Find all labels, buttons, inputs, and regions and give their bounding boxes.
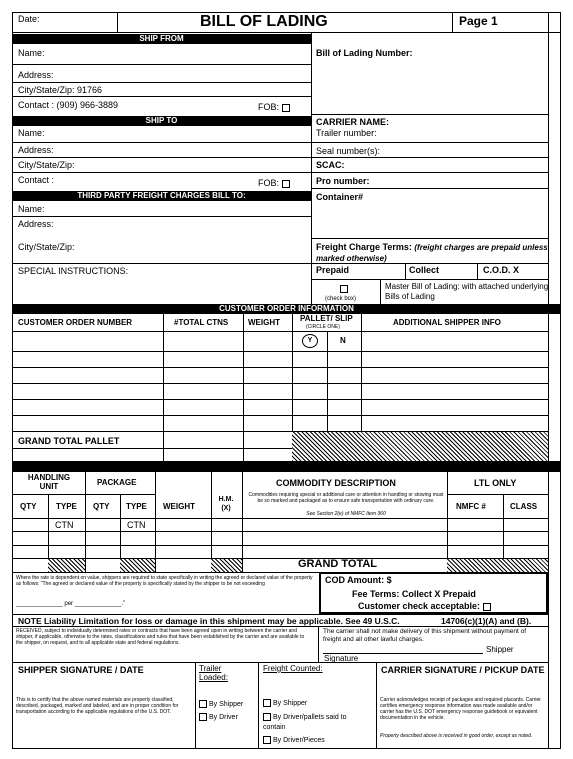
line [12, 157, 311, 158]
line [211, 472, 212, 572]
fob-checkbox[interactable] [282, 104, 290, 112]
line [12, 263, 311, 264]
col-additional: ADDITIONAL SHIPPER INFO [393, 318, 501, 327]
fc-by-shipper-label: By Shipper [273, 699, 308, 707]
package: PACKAGE [97, 478, 137, 487]
customer-order-bar: CUSTOMER ORDER INFORMATION [12, 304, 561, 314]
col-total-ctns: #TOTAL CTNS [174, 318, 229, 327]
line [311, 157, 548, 158]
fc-by-shipper [263, 699, 307, 707]
freight-terms-label: Freight Charge Terms: [316, 242, 412, 252]
line [163, 314, 164, 461]
line [12, 64, 311, 65]
line [405, 263, 406, 279]
master-bol-checkbox[interactable] [340, 285, 348, 293]
pro-number[interactable]: Pro number: [316, 176, 370, 186]
line [12, 614, 548, 615]
date-label: Date: [18, 14, 40, 24]
type-pkg: TYPE [126, 502, 147, 511]
line [195, 662, 196, 749]
table-row [12, 545, 548, 546]
line [311, 188, 548, 189]
line [12, 662, 548, 663]
line [447, 494, 548, 495]
cod-amount[interactable]: COD Amount: $ [325, 575, 392, 585]
ship-to-name[interactable]: Name: [18, 128, 45, 138]
line [12, 518, 548, 519]
line [376, 662, 377, 749]
line [242, 472, 243, 572]
line [311, 172, 548, 173]
class-col: CLASS [510, 502, 538, 511]
ship-from-fob [258, 102, 292, 112]
line [12, 494, 155, 495]
pallet-y[interactable]: Y [302, 334, 318, 348]
property-received: Property described above is received in good order, except as noted. [380, 733, 533, 739]
ship-to-city[interactable]: City/State/Zip: [18, 160, 75, 170]
line [311, 238, 548, 239]
hatch [211, 559, 242, 572]
ship-from-name[interactable]: Name: [18, 48, 45, 58]
fob-label: FOB: [258, 178, 280, 188]
qty-hu: QTY [20, 502, 37, 511]
certify-text: This is to certify that the above named materials are properly classified, described, packaged, marked and labeled, and are in proper condition for transportation according to the applicable regulations of the U.S. DOT. [16, 697, 179, 715]
third-party-bar: THIRD PARTY FREIGHT CHARGES BILL TO: [12, 191, 311, 201]
trailer-number[interactable]: Trailer number: [316, 128, 377, 138]
type-hu: TYPE [56, 502, 77, 511]
customer-check-checkbox[interactable] [483, 603, 491, 611]
fc-by-driver-pallets-checkbox[interactable] [263, 713, 271, 721]
customer-check [358, 601, 493, 611]
freight-terms-note: (freight charges are prepaid unless marked otherwise) [316, 243, 548, 263]
by-shipper-loaded [199, 700, 243, 708]
carrier-grand-total: GRAND TOTAL [298, 558, 378, 570]
container-number[interactable]: Container# [316, 192, 364, 202]
prepaid-option[interactable]: Prepaid [316, 265, 350, 275]
line [258, 662, 259, 749]
commodity-note-2: See Section 2(e) of NMFC Item 360 [306, 511, 386, 517]
table-row [12, 415, 548, 416]
ship-to-contact[interactable]: Contact : [18, 175, 55, 185]
circle-one: (CIRCLE ONE) [306, 324, 340, 330]
by-driver-loaded [199, 713, 238, 721]
fob-label: FOB: [258, 102, 280, 112]
master-bol-label: Master Bill of Lading: with attached underlying Bills of Lading [385, 282, 549, 301]
bol-number-label[interactable]: Bill of Lading Number: [316, 48, 413, 58]
line [380, 279, 381, 304]
page-title: BILL OF LADING [200, 13, 328, 30]
third-party-city[interactable]: City/State/Zip: [18, 242, 75, 252]
scac[interactable]: SCAC: [316, 160, 345, 170]
fc-by-driver-pieces-checkbox[interactable] [263, 736, 271, 744]
ctn-pkg[interactable]: CTN [127, 520, 146, 530]
freight-terms [316, 242, 548, 264]
carrier-signature[interactable]: CARRIER SIGNATURE / PICKUP DATE [381, 665, 545, 675]
table-row [12, 531, 548, 532]
line [12, 172, 311, 173]
weight-col: WEIGHT [163, 502, 195, 511]
line [318, 626, 319, 662]
ship-to-address[interactable]: Address: [18, 145, 54, 155]
hatch [447, 559, 548, 572]
carrier-name[interactable]: CARRIER NAME: [316, 117, 389, 127]
header-bottom-line [12, 32, 561, 33]
ship-from-bar: SHIP FROM [12, 34, 311, 44]
page-number: Page 1 [459, 14, 498, 28]
header-divider-right [452, 12, 453, 32]
fc-by-driver-pallets [263, 713, 355, 733]
third-party-name[interactable]: Name: [18, 204, 45, 214]
commodity-note: Commodities requiring special or additional care or attention in handling or stowing must be so marked and packaged as to ensure safe transportation with ordinary care. [248, 492, 444, 504]
freight-counted: Freight Counted: [263, 664, 323, 673]
customer-check-label: Customer check acceptable: [358, 601, 481, 611]
col-weight: WEIGHT [248, 318, 280, 327]
by-shipper-label: By Shipper [209, 700, 244, 708]
grand-total-pallet: GRAND TOTAL PALLET [18, 436, 120, 446]
hatch [48, 559, 85, 572]
qty-pkg: QTY [93, 502, 110, 511]
special-instructions[interactable]: SPECIAL INSTRUCTIONS: [18, 266, 129, 276]
third-party-address[interactable]: Address: [18, 219, 54, 229]
seal-number[interactable]: Seal number(s): [316, 146, 381, 156]
fc-by-shipper-checkbox[interactable] [263, 699, 271, 707]
ship-from-city[interactable]: City/State/Zip: 91766 [18, 85, 103, 95]
check-box-label: (check box) [325, 296, 357, 302]
value-blank[interactable]: ______________ per ______________." [16, 601, 126, 607]
line [243, 314, 244, 461]
line [311, 279, 548, 280]
line [477, 263, 478, 279]
line [311, 263, 548, 264]
line [12, 82, 311, 83]
signature-label: Signature [324, 654, 359, 663]
line [12, 142, 311, 143]
carrier-info-bar [12, 461, 561, 472]
side-strip [548, 12, 549, 749]
fob-checkbox[interactable] [282, 180, 290, 188]
table-row [12, 399, 548, 400]
line [311, 142, 548, 143]
line [12, 448, 292, 449]
nmfc-col: NMFC # [456, 502, 486, 511]
commodity-description: COMMODITY DESCRIPTION [276, 478, 396, 488]
line [12, 626, 548, 627]
fc-by-driver-pieces [263, 736, 325, 744]
ltl-only: LTL ONLY [474, 478, 517, 488]
table-row [12, 367, 548, 368]
col-pallet: PALLET/ SLIP [300, 314, 353, 323]
shipper-label: Shipper [486, 645, 514, 654]
line [311, 114, 548, 115]
ship-from-contact[interactable]: Contact : (909) 966-3889 [18, 100, 119, 110]
line [155, 472, 156, 572]
fc-by-driver-pallets-label: By Driver/pallets said to contain [263, 714, 347, 731]
ship-from-address[interactable]: Address: [18, 70, 54, 80]
by-shipper-checkbox[interactable] [199, 700, 207, 708]
col-customer-order: CUSTOMER ORDER NUMBER [18, 318, 133, 327]
line [447, 472, 448, 572]
fc-by-driver-pieces-label: By Driver/Pieces [273, 736, 325, 744]
grand-total-hatch [292, 432, 548, 461]
handling-unit: HANDLING UNIT [27, 473, 71, 491]
by-driver-label: By Driver [209, 713, 238, 721]
pallet-n[interactable]: N [340, 336, 346, 345]
fee-terms[interactable]: Fee Terms: Collect X Prepaid [352, 589, 476, 599]
line [85, 472, 86, 572]
header-divider-left [117, 12, 118, 32]
ship-to-fob [258, 178, 292, 188]
ship-to-bar: SHIP TO [12, 116, 311, 126]
trailer-loaded: Trailer Loaded: [199, 664, 228, 682]
collect-option[interactable]: Collect [409, 265, 440, 275]
line [12, 216, 311, 217]
shipper-signature[interactable]: SHIPPER SIGNATURE / DATE [18, 665, 144, 675]
carrier-ack: Carrier acknowledges receipt of packages and required placards. Carrier certifies emergency response information was made available and/or carrier has the U.S. DOT emergency response guidebook or equivalent documentation in the vehicle. [380, 697, 541, 721]
cod-option[interactable]: C.O.D. X [483, 265, 520, 275]
value-note: Where the rate is dependent on value, shippers are required to state specifically in writing the agreed or declared value of the property as follows: "The agreed or declared value of the property is specifically stated by the shipper to be not exceeding [16, 575, 313, 587]
hm-col: H.M. (X) [218, 496, 234, 512]
received-text: RECEIVED, subject to individually determined rates or contracts that have been agreed upon in writing between the carrier and shipper, if applicable, otherwise to the rates, classifications and rules that have been established by the carrier and are available to the shipper, on request, and to all applicable state and federal regulations. [16, 628, 305, 646]
liability-note: NOTE Liability Limitation for loss or damage in this shipment may be applicable. See 49 U.S.C. [18, 616, 400, 626]
by-driver-checkbox[interactable] [199, 713, 207, 721]
ctn-hu[interactable]: CTN [55, 520, 74, 530]
table-row [12, 351, 548, 352]
line [12, 331, 548, 332]
liability-note-right: 14706(c)(1)(A) and (B). [441, 616, 532, 626]
carrier-no-delivery: The carrier shall not make delivery of this shipment without payment of freight and all other lawful charges. [323, 628, 527, 643]
table-row [12, 383, 548, 384]
hatch [120, 559, 155, 572]
line [12, 96, 311, 97]
